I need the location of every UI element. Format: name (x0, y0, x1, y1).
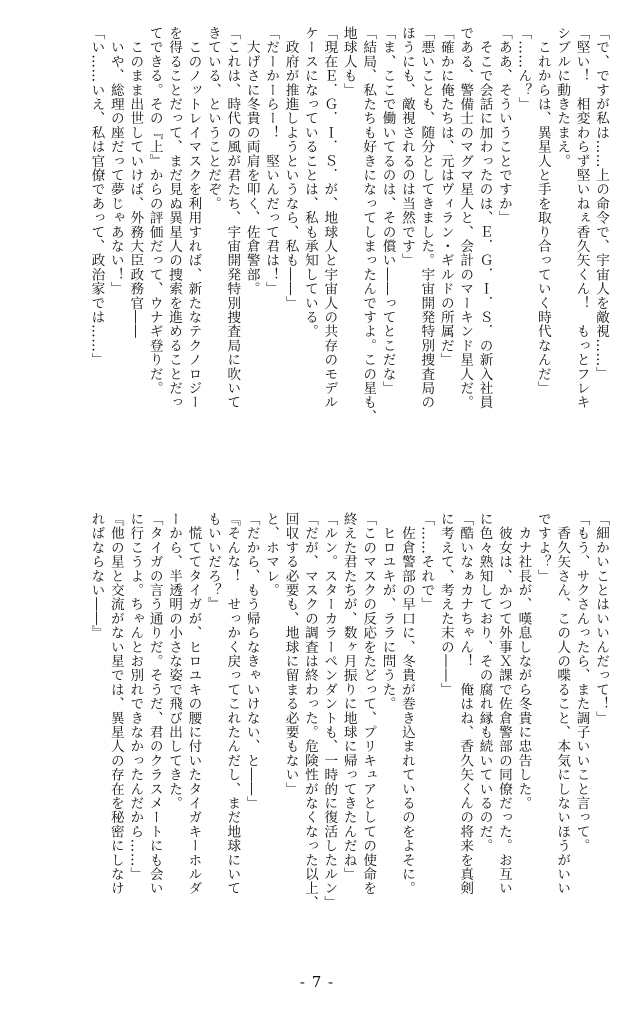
text-column: このノットレイマスクを利用すれば、新たなテクノロジー (185, 26, 202, 410)
upper-text-block (10, 26, 610, 492)
text-column: 「で、ですが私は……上の命令で、宇宙人を敵視……」 (593, 26, 609, 381)
text-column: 香久矢さん、この人の喋ること、本気にしないほうがいい (554, 512, 571, 896)
text-column: 政府が推進しようというなら、私も――」 (282, 26, 299, 310)
page-number: - 7 - (299, 973, 335, 991)
text-column: 「タイガの言う通りだ。そうだ、君のクラスメートにも会い (146, 512, 163, 896)
text-column: 「ま、ここで働いてるのは、その償い――ってとこだな」 (379, 26, 396, 396)
text-column: きている、ということだぞ。 (204, 26, 221, 211)
text-column: 地球人も」 (340, 26, 357, 97)
text-column: シブルに動きたまえ。 (554, 26, 571, 168)
text-column: 大げさに冬貴の両肩を叩く、佐倉警部。 (243, 26, 260, 296)
text-column: 「……それで」 (418, 512, 435, 612)
text-column: ーから、半透明の小さな姿で飛び出してきた。 (166, 512, 183, 811)
text-column: 「い……いえ、私は官僚であって、政治家では……」 (88, 26, 105, 367)
lower-text-block (10, 512, 610, 958)
text-column: 「このマスクの反応をたどって、プリキュアとしての使命を (360, 512, 377, 896)
text-column: 「結局、私たちも好きになってしまったんですよ。この星も、 (360, 26, 377, 424)
text-column: 「酷いなぁカナちゃん！ 俺はね、香久矢くんの将来を真剣 (457, 512, 474, 896)
text-column: ケースになっていることは、私も承知している。 (301, 26, 318, 339)
text-column: そこで会話に加わったのは、Ｅ．Ｇ．Ｉ．Ｓ．の新入社員 (476, 26, 493, 410)
text-column: 「ああ、そういうことですか」 (495, 26, 512, 225)
text-column: ですよ？」 (534, 512, 551, 583)
text-column: と、ホマレ。 (263, 512, 280, 598)
text-column: である、警備士のマグマ星人と、会計のマーキンド星人だ。 (457, 26, 474, 410)
text-column: 「現在Ｅ．Ｇ．Ｉ．Ｓ．が、地球人と宇宙人の共存のモデル (321, 26, 338, 410)
text-column: カナ社長が、嘆息しながら冬貴に忠告した。 (515, 512, 532, 811)
text-column: に考えて、考えた末の――」 (437, 512, 454, 697)
text-column: 回収する必要も、地球に留まる必要もない」 (282, 512, 299, 796)
text-column: 『他の星と交流がない星では、異星人の存在を秘密にしなけ (107, 512, 124, 896)
text-column: 「もう、サクさんったら、また調子いいこと言って。 (573, 512, 590, 853)
text-column: このまま出世していけば、外務大臣政務官―― (127, 26, 144, 339)
text-column: 「だから、もう帰らなきゃいけない、と――」 (243, 512, 260, 811)
text-column: 「堅い！ 相変わらず堅いねぇ香久矢くん！ もっとフレキ (573, 26, 590, 410)
text-column: 終えた君たちが、数ヶ月振りに地球に帰ってきたんだね」 (340, 512, 357, 882)
text-column: ほうにも、敵視されるのは当然です」 (398, 26, 415, 268)
text-column: 「だーかーらー！ 堅いんだって君は！」 (263, 26, 280, 296)
text-column: を得ることだって、まだ見ぬ異星人の捜索を進めることだっ (166, 26, 183, 410)
text-column: に色々熟知しており、その腐れ縁も続いているのだ。 (476, 512, 493, 853)
text-column: これからは、異星人と手を取り合っていく時代なんだ」 (534, 26, 551, 396)
text-column: 「ルン。スターカラーペンダントも、一時的に復活したルン」 (321, 512, 338, 910)
text-column: 佐倉警部の早口に、冬貴が巻き込まれているのをよそに。 (398, 512, 415, 896)
text-column: いや、総理の座だって夢じゃあない！」 (107, 26, 124, 296)
text-column: 「これは、時代の風が君たち、宇宙開発特別捜査局に吹いて (224, 26, 241, 410)
text-column: に行こうよ。ちゃんとお別れできなかったんだから……」 (127, 512, 144, 882)
text-column: 「悪いことも、随分としてきました。宇宙開発特別捜査局の (418, 26, 435, 410)
text-column: 「だが、マスクの調査は終わった。危険性がなくなった以上、 (301, 512, 318, 910)
text-column: ヒロユキが、ララに問うた。 (379, 512, 396, 711)
text-column: てできる。その『上』からの評価だって、ウナギ登りだ。 (146, 26, 163, 396)
text-column: 「……ん？」 (515, 26, 532, 112)
text-column: 「確かに俺たちは、元はヴィラン・ギルドの所属だ」 (437, 26, 454, 367)
text-column: 『そんな！ せっかく戻ってこれたんだし、まだ地球にいて (224, 512, 241, 896)
text-column: 彼女は、かつて外事Ｘ課で佐倉警部の同僚だった。お互い (495, 512, 512, 896)
text-column: 慌ててタイガが、ヒロユキの腰に付いたタイガキーホルダ (185, 512, 202, 896)
text-column: ればならない――』 (88, 512, 105, 640)
text-column: 「細かいことはいいんだって！」 (593, 512, 609, 725)
text-column: もいいだろ？』 (204, 512, 221, 612)
